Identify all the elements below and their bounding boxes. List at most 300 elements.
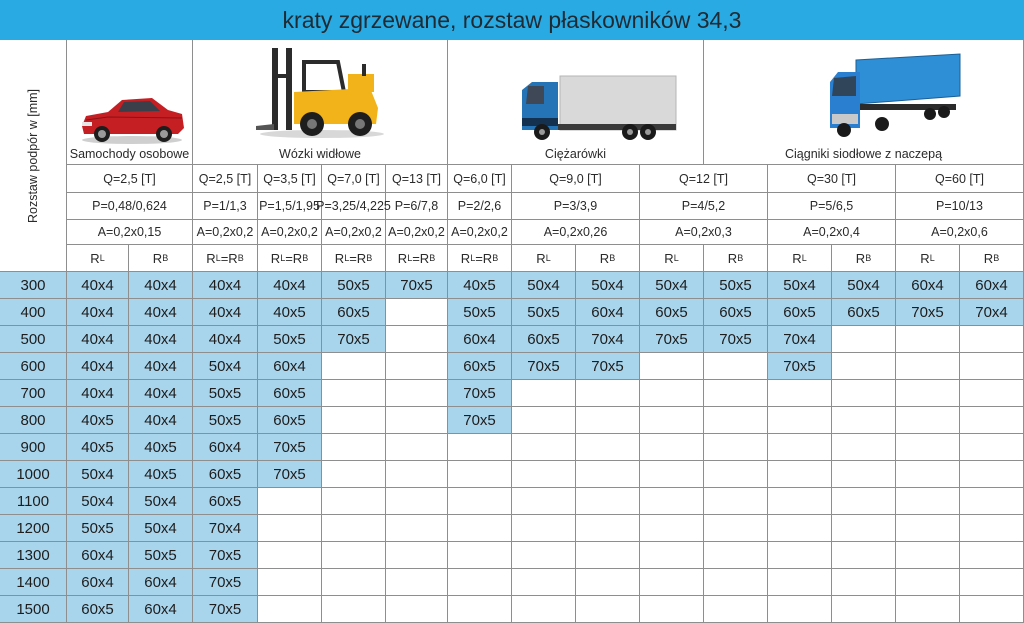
- empty-cell: [832, 434, 896, 461]
- empty-cell: [640, 380, 704, 407]
- a-cell: A=0,2x0,2: [448, 220, 512, 245]
- empty-cell: [258, 569, 322, 596]
- span-cell: 800: [0, 407, 67, 434]
- value-cell: 40x4: [129, 272, 193, 299]
- r-symbol: R: [983, 250, 994, 266]
- q-cell: Q=60 [T]: [896, 165, 1024, 193]
- empty-cell: [322, 515, 386, 542]
- r-equals: =R: [285, 250, 303, 266]
- r-label-cell: [129, 245, 193, 272]
- value-cell: 40x4: [67, 380, 129, 407]
- empty-cell: [768, 596, 832, 623]
- a-cell: A=0,2x0,2: [193, 220, 258, 245]
- empty-cell: [704, 542, 768, 569]
- value-cell: 70x5: [193, 569, 258, 596]
- value-cell: 60x5: [258, 407, 322, 434]
- value-cell: 70x5: [193, 596, 258, 623]
- table-title: [0, 0, 1024, 40]
- value-cell: 60x5: [448, 353, 512, 380]
- r-label-cell: [386, 245, 448, 272]
- value-cell: 50x5: [67, 515, 129, 542]
- empty-cell: [322, 461, 386, 488]
- empty-cell: [640, 542, 704, 569]
- empty-cell: [322, 407, 386, 434]
- p-cell: P=4/5,2: [640, 193, 768, 220]
- r-symbol: R: [152, 250, 163, 266]
- value-cell: 50x5: [193, 407, 258, 434]
- r-label-cell: [704, 245, 768, 272]
- row-header: [0, 40, 67, 272]
- value-cell: 40x4: [67, 326, 129, 353]
- empty-cell: [896, 542, 960, 569]
- empty-cell: [832, 569, 896, 596]
- p-cell: P=0,48/0,624: [67, 193, 193, 220]
- q-cell: Q=2,5 [T]: [67, 165, 193, 193]
- value-cell: 50x5: [129, 542, 193, 569]
- r-subscript: L: [407, 253, 413, 263]
- empty-cell: [576, 515, 640, 542]
- empty-cell: [704, 380, 768, 407]
- forklift-icon: [252, 44, 384, 140]
- r-symbol: R: [334, 250, 345, 266]
- span-cell: 600: [0, 353, 67, 380]
- r-symbol: R: [920, 250, 930, 266]
- empty-cell: [896, 380, 960, 407]
- span-cell: 1000: [0, 461, 67, 488]
- empty-cell: [576, 461, 640, 488]
- r-symbol: R: [536, 250, 546, 266]
- value-cell: 40x5: [67, 407, 129, 434]
- value-cell: 50x4: [193, 353, 258, 380]
- r-label-cell: [832, 245, 896, 272]
- r-symbol: R: [90, 250, 100, 266]
- p-cell: P=6/7,8: [386, 193, 448, 220]
- empty-cell: [896, 488, 960, 515]
- r-symbol: R: [727, 250, 738, 266]
- empty-cell: [832, 515, 896, 542]
- q-cell: Q=2,5 [T]: [193, 165, 258, 193]
- value-cell: 60x5: [768, 299, 832, 326]
- value-cell: 60x5: [512, 326, 576, 353]
- r-label-cell: [960, 245, 1024, 272]
- value-cell: 40x4: [129, 326, 193, 353]
- empty-cell: [576, 596, 640, 623]
- p-cell: P=3/3,9: [512, 193, 640, 220]
- value-cell: 40x5: [129, 461, 193, 488]
- r-subscript: L: [99, 253, 105, 263]
- r-subscript: B: [737, 253, 744, 263]
- r-subscript: B: [609, 253, 616, 263]
- empty-cell: [960, 461, 1024, 488]
- value-cell: 60x4: [129, 569, 193, 596]
- value-cell: 50x5: [193, 380, 258, 407]
- value-cell: 70x5: [258, 461, 322, 488]
- empty-cell: [386, 596, 448, 623]
- r-subscript: L: [280, 253, 286, 263]
- empty-cell: [512, 569, 576, 596]
- span-cell: 1400: [0, 569, 67, 596]
- r-subscript: L: [673, 253, 679, 263]
- empty-cell: [386, 353, 448, 380]
- empty-cell: [512, 488, 576, 515]
- value-cell: 60x4: [193, 434, 258, 461]
- empty-cell: [960, 542, 1024, 569]
- value-cell: 60x5: [832, 299, 896, 326]
- q-cell: Q=9,0 [T]: [512, 165, 640, 193]
- value-cell: 70x5: [448, 407, 512, 434]
- r-subscript: L: [215, 253, 221, 263]
- value-cell: 50x4: [512, 272, 576, 299]
- r-equals: =R: [412, 250, 430, 266]
- empty-cell: [640, 461, 704, 488]
- empty-cell: [322, 380, 386, 407]
- r-equals: =R: [349, 250, 367, 266]
- empty-cell: [960, 353, 1024, 380]
- empty-cell: [448, 569, 512, 596]
- empty-cell: [960, 407, 1024, 434]
- r-equals: =R: [220, 250, 238, 266]
- empty-cell: [322, 596, 386, 623]
- empty-cell: [896, 434, 960, 461]
- empty-cell: [512, 596, 576, 623]
- r-symbol: R: [599, 250, 610, 266]
- empty-cell: [768, 380, 832, 407]
- value-cell: 60x4: [129, 596, 193, 623]
- empty-cell: [512, 380, 576, 407]
- empty-cell: [640, 488, 704, 515]
- r-subscript: L: [470, 253, 476, 263]
- value-cell: 40x4: [67, 299, 129, 326]
- a-cell: A=0,2x0,6: [896, 220, 1024, 245]
- value-cell: 50x4: [129, 488, 193, 515]
- r-symbol: R: [460, 250, 471, 266]
- empty-cell: [640, 407, 704, 434]
- r-symbol: R: [792, 250, 802, 266]
- empty-cell: [640, 569, 704, 596]
- empty-cell: [960, 569, 1024, 596]
- a-cell: A=0,2x0,3: [640, 220, 768, 245]
- empty-cell: [960, 380, 1024, 407]
- value-cell: 40x4: [67, 272, 129, 299]
- empty-cell: [960, 488, 1024, 515]
- value-cell: 50x5: [322, 272, 386, 299]
- value-cell: 50x4: [768, 272, 832, 299]
- empty-cell: [960, 434, 1024, 461]
- empty-cell: [640, 353, 704, 380]
- empty-cell: [832, 353, 896, 380]
- p-cell: P=1,5/1,95: [258, 193, 322, 220]
- value-cell: 50x4: [640, 272, 704, 299]
- value-cell: 60x5: [193, 461, 258, 488]
- empty-cell: [832, 461, 896, 488]
- p-cell: P=5/6,5: [768, 193, 896, 220]
- value-cell: 60x5: [640, 299, 704, 326]
- r-equals: =R: [475, 250, 493, 266]
- r-symbol: R: [270, 250, 281, 266]
- row-header-text: Rozstaw podpór w [mm]: [26, 88, 41, 224]
- value-cell: 70x4: [193, 515, 258, 542]
- empty-cell: [258, 596, 322, 623]
- value-cell: 50x5: [258, 326, 322, 353]
- empty-cell: [768, 407, 832, 434]
- value-cell: 50x4: [129, 515, 193, 542]
- r-label-cell: [193, 245, 258, 272]
- span-cell: 1100: [0, 488, 67, 515]
- empty-cell: [896, 326, 960, 353]
- value-cell: 40x5: [67, 434, 129, 461]
- span-cell: 700: [0, 380, 67, 407]
- r-subscript: L: [801, 253, 807, 263]
- empty-cell: [960, 515, 1024, 542]
- value-cell: 50x5: [448, 299, 512, 326]
- r-symbol: R: [664, 250, 674, 266]
- r-label-cell: [512, 245, 576, 272]
- empty-cell: [576, 488, 640, 515]
- empty-cell: [704, 407, 768, 434]
- value-cell: 60x4: [67, 542, 129, 569]
- empty-cell: [832, 542, 896, 569]
- title-text: kraty zgrzewane, rozstaw płaskowników 34,3: [282, 6, 742, 33]
- r-subscript: B: [366, 253, 373, 263]
- empty-cell: [640, 515, 704, 542]
- semi-truck-icon: [826, 52, 962, 138]
- empty-cell: [576, 380, 640, 407]
- p-cell: P=10/13: [896, 193, 1024, 220]
- empty-cell: [386, 488, 448, 515]
- truck-icon: [518, 74, 678, 144]
- empty-cell: [512, 407, 576, 434]
- value-cell: 70x5: [576, 353, 640, 380]
- empty-cell: [704, 461, 768, 488]
- empty-cell: [960, 596, 1024, 623]
- value-cell: 60x4: [896, 272, 960, 299]
- span-cell: 500: [0, 326, 67, 353]
- value-cell: 40x4: [193, 326, 258, 353]
- r-subscript: B: [237, 253, 244, 263]
- group-name: Ciężarówki: [544, 147, 607, 161]
- span-cell: 1200: [0, 515, 67, 542]
- value-cell: 60x4: [960, 272, 1024, 299]
- value-cell: 60x5: [258, 380, 322, 407]
- empty-cell: [322, 434, 386, 461]
- value-cell: 70x5: [193, 542, 258, 569]
- value-cell: 60x5: [193, 488, 258, 515]
- r-subscript: L: [929, 253, 935, 263]
- empty-cell: [386, 515, 448, 542]
- empty-cell: [258, 542, 322, 569]
- empty-cell: [386, 299, 448, 326]
- a-cell: A=0,2x0,15: [67, 220, 193, 245]
- empty-cell: [512, 434, 576, 461]
- r-label-cell: [258, 245, 322, 272]
- empty-cell: [386, 542, 448, 569]
- empty-cell: [448, 515, 512, 542]
- span-cell: 400: [0, 299, 67, 326]
- span-cell: 300: [0, 272, 67, 299]
- value-cell: 70x5: [386, 272, 448, 299]
- r-label-cell: [768, 245, 832, 272]
- empty-cell: [704, 596, 768, 623]
- empty-cell: [704, 515, 768, 542]
- empty-cell: [258, 488, 322, 515]
- empty-cell: [576, 542, 640, 569]
- a-cell: A=0,2x0,2: [258, 220, 322, 245]
- a-cell: A=0,2x0,26: [512, 220, 640, 245]
- group-name: Wózki widłowe: [279, 147, 361, 161]
- empty-cell: [832, 407, 896, 434]
- value-cell: 70x5: [768, 353, 832, 380]
- r-symbol: R: [206, 250, 216, 266]
- value-cell: 40x4: [129, 299, 193, 326]
- value-cell: 70x5: [448, 380, 512, 407]
- value-cell: 60x4: [576, 299, 640, 326]
- value-cell: 40x5: [129, 434, 193, 461]
- empty-cell: [448, 434, 512, 461]
- value-cell: 40x4: [129, 380, 193, 407]
- value-cell: 60x4: [448, 326, 512, 353]
- p-cell: P=1/1,3: [193, 193, 258, 220]
- empty-cell: [896, 569, 960, 596]
- value-cell: 60x4: [67, 569, 129, 596]
- a-cell: A=0,2x0,4: [768, 220, 896, 245]
- empty-cell: [576, 569, 640, 596]
- r-label-cell: [67, 245, 129, 272]
- value-cell: 60x5: [704, 299, 768, 326]
- value-cell: 70x5: [322, 326, 386, 353]
- value-cell: 60x5: [322, 299, 386, 326]
- span-cell: 1300: [0, 542, 67, 569]
- q-cell: Q=3,5 [T]: [258, 165, 322, 193]
- empty-cell: [768, 542, 832, 569]
- value-cell: 60x5: [67, 596, 129, 623]
- value-cell: 50x4: [832, 272, 896, 299]
- car-icon: [78, 90, 186, 146]
- r-subscript: B: [302, 253, 309, 263]
- value-cell: 70x5: [896, 299, 960, 326]
- r-symbol: R: [397, 250, 408, 266]
- empty-cell: [386, 434, 448, 461]
- r-label-cell: [448, 245, 512, 272]
- a-cell: A=0,2x0,2: [386, 220, 448, 245]
- r-subscript: L: [344, 253, 350, 263]
- empty-cell: [386, 326, 448, 353]
- empty-cell: [704, 434, 768, 461]
- value-cell: 40x5: [448, 272, 512, 299]
- empty-cell: [832, 380, 896, 407]
- empty-cell: [768, 569, 832, 596]
- value-cell: 40x4: [258, 272, 322, 299]
- empty-cell: [896, 515, 960, 542]
- value-cell: 40x4: [129, 407, 193, 434]
- r-label-cell: [640, 245, 704, 272]
- value-cell: 70x4: [768, 326, 832, 353]
- empty-cell: [768, 461, 832, 488]
- q-cell: Q=30 [T]: [768, 165, 896, 193]
- value-cell: 40x4: [129, 353, 193, 380]
- empty-cell: [386, 461, 448, 488]
- empty-cell: [258, 515, 322, 542]
- r-subscript: B: [492, 253, 499, 263]
- empty-cell: [512, 515, 576, 542]
- p-cell: P=2/2,6: [448, 193, 512, 220]
- value-cell: 70x5: [258, 434, 322, 461]
- empty-cell: [386, 569, 448, 596]
- empty-cell: [576, 434, 640, 461]
- empty-cell: [704, 488, 768, 515]
- p-cell: P=3,25/4,225: [322, 193, 386, 220]
- empty-cell: [768, 515, 832, 542]
- empty-cell: [640, 596, 704, 623]
- r-subscript: B: [993, 253, 1000, 263]
- empty-cell: [322, 353, 386, 380]
- value-cell: 50x4: [67, 461, 129, 488]
- value-cell: 40x4: [193, 299, 258, 326]
- empty-cell: [448, 596, 512, 623]
- q-cell: Q=12 [T]: [640, 165, 768, 193]
- empty-cell: [832, 326, 896, 353]
- value-cell: 50x5: [704, 272, 768, 299]
- r-subscript: B: [162, 253, 169, 263]
- group-name: Samochody osobowe: [69, 147, 190, 161]
- r-label-cell: [576, 245, 640, 272]
- empty-cell: [832, 596, 896, 623]
- empty-cell: [704, 353, 768, 380]
- r-subscript: L: [545, 253, 551, 263]
- empty-cell: [512, 542, 576, 569]
- value-cell: 50x4: [576, 272, 640, 299]
- r-symbol: R: [855, 250, 866, 266]
- r-subscript: B: [429, 253, 436, 263]
- value-cell: 70x5: [640, 326, 704, 353]
- q-cell: Q=6,0 [T]: [448, 165, 512, 193]
- empty-cell: [322, 488, 386, 515]
- empty-cell: [448, 542, 512, 569]
- empty-cell: [896, 461, 960, 488]
- empty-cell: [704, 569, 768, 596]
- empty-cell: [386, 407, 448, 434]
- r-subscript: B: [865, 253, 872, 263]
- value-cell: 50x4: [67, 488, 129, 515]
- value-cell: 40x4: [193, 272, 258, 299]
- empty-cell: [896, 407, 960, 434]
- value-cell: 70x5: [512, 353, 576, 380]
- q-cell: Q=7,0 [T]: [322, 165, 386, 193]
- value-cell: 70x5: [704, 326, 768, 353]
- empty-cell: [386, 380, 448, 407]
- q-cell: Q=13 [T]: [386, 165, 448, 193]
- empty-cell: [576, 407, 640, 434]
- empty-cell: [322, 569, 386, 596]
- value-cell: 40x4: [67, 353, 129, 380]
- r-label-cell: [322, 245, 386, 272]
- empty-cell: [960, 326, 1024, 353]
- empty-cell: [768, 488, 832, 515]
- empty-cell: [640, 434, 704, 461]
- value-cell: 70x4: [576, 326, 640, 353]
- value-cell: 60x4: [258, 353, 322, 380]
- empty-cell: [896, 596, 960, 623]
- empty-cell: [448, 488, 512, 515]
- value-cell: 40x5: [258, 299, 322, 326]
- value-cell: 50x5: [512, 299, 576, 326]
- empty-cell: [832, 488, 896, 515]
- group-name: Ciągniki siodłowe z naczepą: [784, 147, 943, 161]
- span-cell: 1500: [0, 596, 67, 623]
- value-cell: 70x4: [960, 299, 1024, 326]
- a-cell: A=0,2x0,2: [322, 220, 386, 245]
- empty-cell: [512, 461, 576, 488]
- span-cell: 900: [0, 434, 67, 461]
